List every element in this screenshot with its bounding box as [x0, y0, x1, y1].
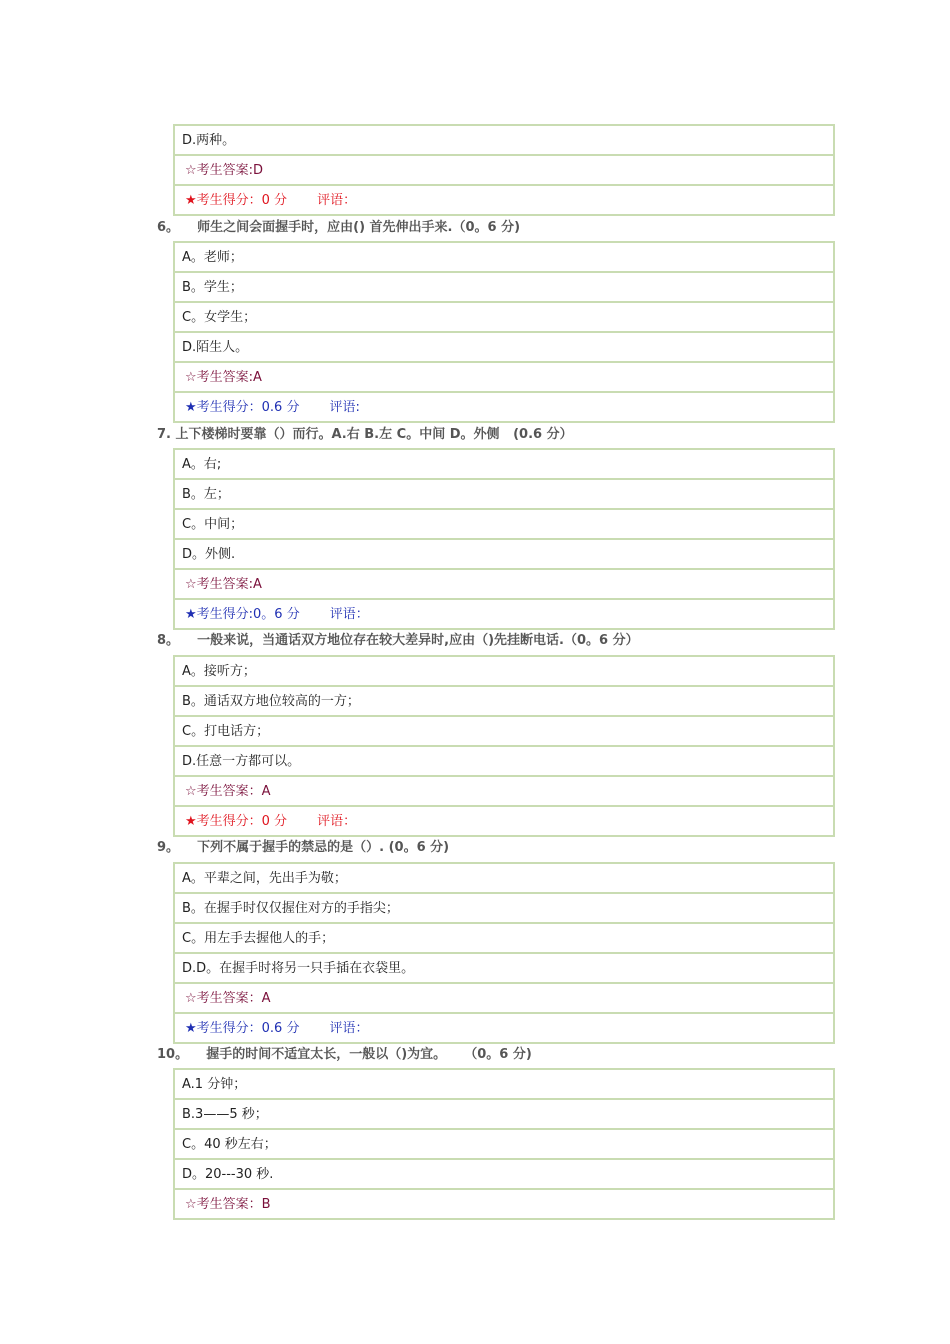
option-d: D.陌生人。: [175, 331, 833, 361]
option-b: B。左；: [175, 478, 833, 508]
question-7-title: 7. 上下楼梯时要靠（）而行。A.右 B.左 C。中间 D。外侧 (0.6 分）: [157, 427, 573, 442]
question-7-box: [173, 448, 835, 630]
star-icon: ★: [185, 607, 197, 622]
question-10-title: 10。 握手的时间不适宜太长，一般以（)为宜。 （0。6 分): [157, 1047, 532, 1062]
option-d: D.两种。: [182, 133, 236, 148]
option-c: C。女学生；: [175, 301, 833, 331]
comment-label: 评语：: [329, 607, 369, 622]
option-c: C。40 秒左右；: [175, 1128, 833, 1158]
student-score: ★考生得分：0 分 评语：: [175, 805, 833, 835]
star-icon: ★: [185, 193, 197, 208]
option-a: A。老师；: [182, 250, 243, 265]
question-8-title: 8。 一般来说，当通话双方地位存在较大差异时,应由（)先挂断电话.（0。6 分）: [157, 633, 639, 648]
option-a: A。接听方；: [182, 664, 256, 679]
option-c: C。打电话方；: [175, 715, 833, 745]
option-a: A.1 分钟；: [182, 1077, 247, 1092]
comment-label: 评语：: [317, 193, 357, 208]
option-b: B。通话双方地位较高的一方；: [175, 685, 833, 715]
option-c: C。中间；: [175, 508, 833, 538]
question-5-box: [173, 124, 835, 216]
student-score: ★考生得分：0.6 分 评语：: [175, 1012, 833, 1042]
student-answer: ☆考生答案：A: [175, 982, 833, 1012]
student-answer: ☆考生答案:A: [175, 568, 833, 598]
star-icon: ★: [185, 814, 197, 829]
comment-label: 评语：: [317, 814, 357, 829]
option-b: B。学生；: [175, 271, 833, 301]
question-6-title: 6。 师生之间会面握手时，应由() 首先伸出手来.（0。6 分): [157, 220, 521, 235]
student-answer: ☆考生答案:A: [175, 361, 833, 391]
student-score: ★考生得分:0。6 分 评语：: [175, 598, 833, 628]
question-9-box: [173, 862, 835, 1044]
question-9-title: 9。 下列不属于握手的禁忌的是（）. (0。6 分): [157, 840, 450, 855]
student-answer: ☆考生答案：B: [175, 1188, 833, 1218]
student-score: ★考生得分：0 分 评语：: [175, 184, 833, 214]
star-icon: ★: [185, 1021, 197, 1036]
student-score: ★考生得分：0.6 分 评语:: [175, 391, 833, 421]
option-d: D。20---30 秒.: [175, 1158, 833, 1188]
option-a: A。右;: [182, 457, 222, 472]
option-c: C。用左手去握他人的手；: [175, 922, 833, 952]
option-d: D.D。在握手时将另一只手插在衣袋里。: [175, 952, 833, 982]
option-b: B。在握手时仅仅握住对方的手指尖；: [175, 892, 833, 922]
star-icon: ★: [185, 400, 197, 415]
student-answer: ☆考生答案：A: [175, 775, 833, 805]
comment-label: 评语：: [329, 1021, 369, 1036]
question-8-box: [173, 655, 835, 837]
comment-label: 评语:: [329, 400, 360, 415]
option-b: B.3——5 秒；: [175, 1098, 833, 1128]
option-d: D。外侧.: [175, 538, 833, 568]
student-answer: ☆考生答案:D: [175, 154, 833, 184]
question-6-box: [173, 241, 835, 423]
option-d: D.任意一方都可以。: [175, 745, 833, 775]
option-a: A。平辈之间，先出手为敬；: [182, 871, 347, 886]
question-10-box: [173, 1068, 835, 1220]
